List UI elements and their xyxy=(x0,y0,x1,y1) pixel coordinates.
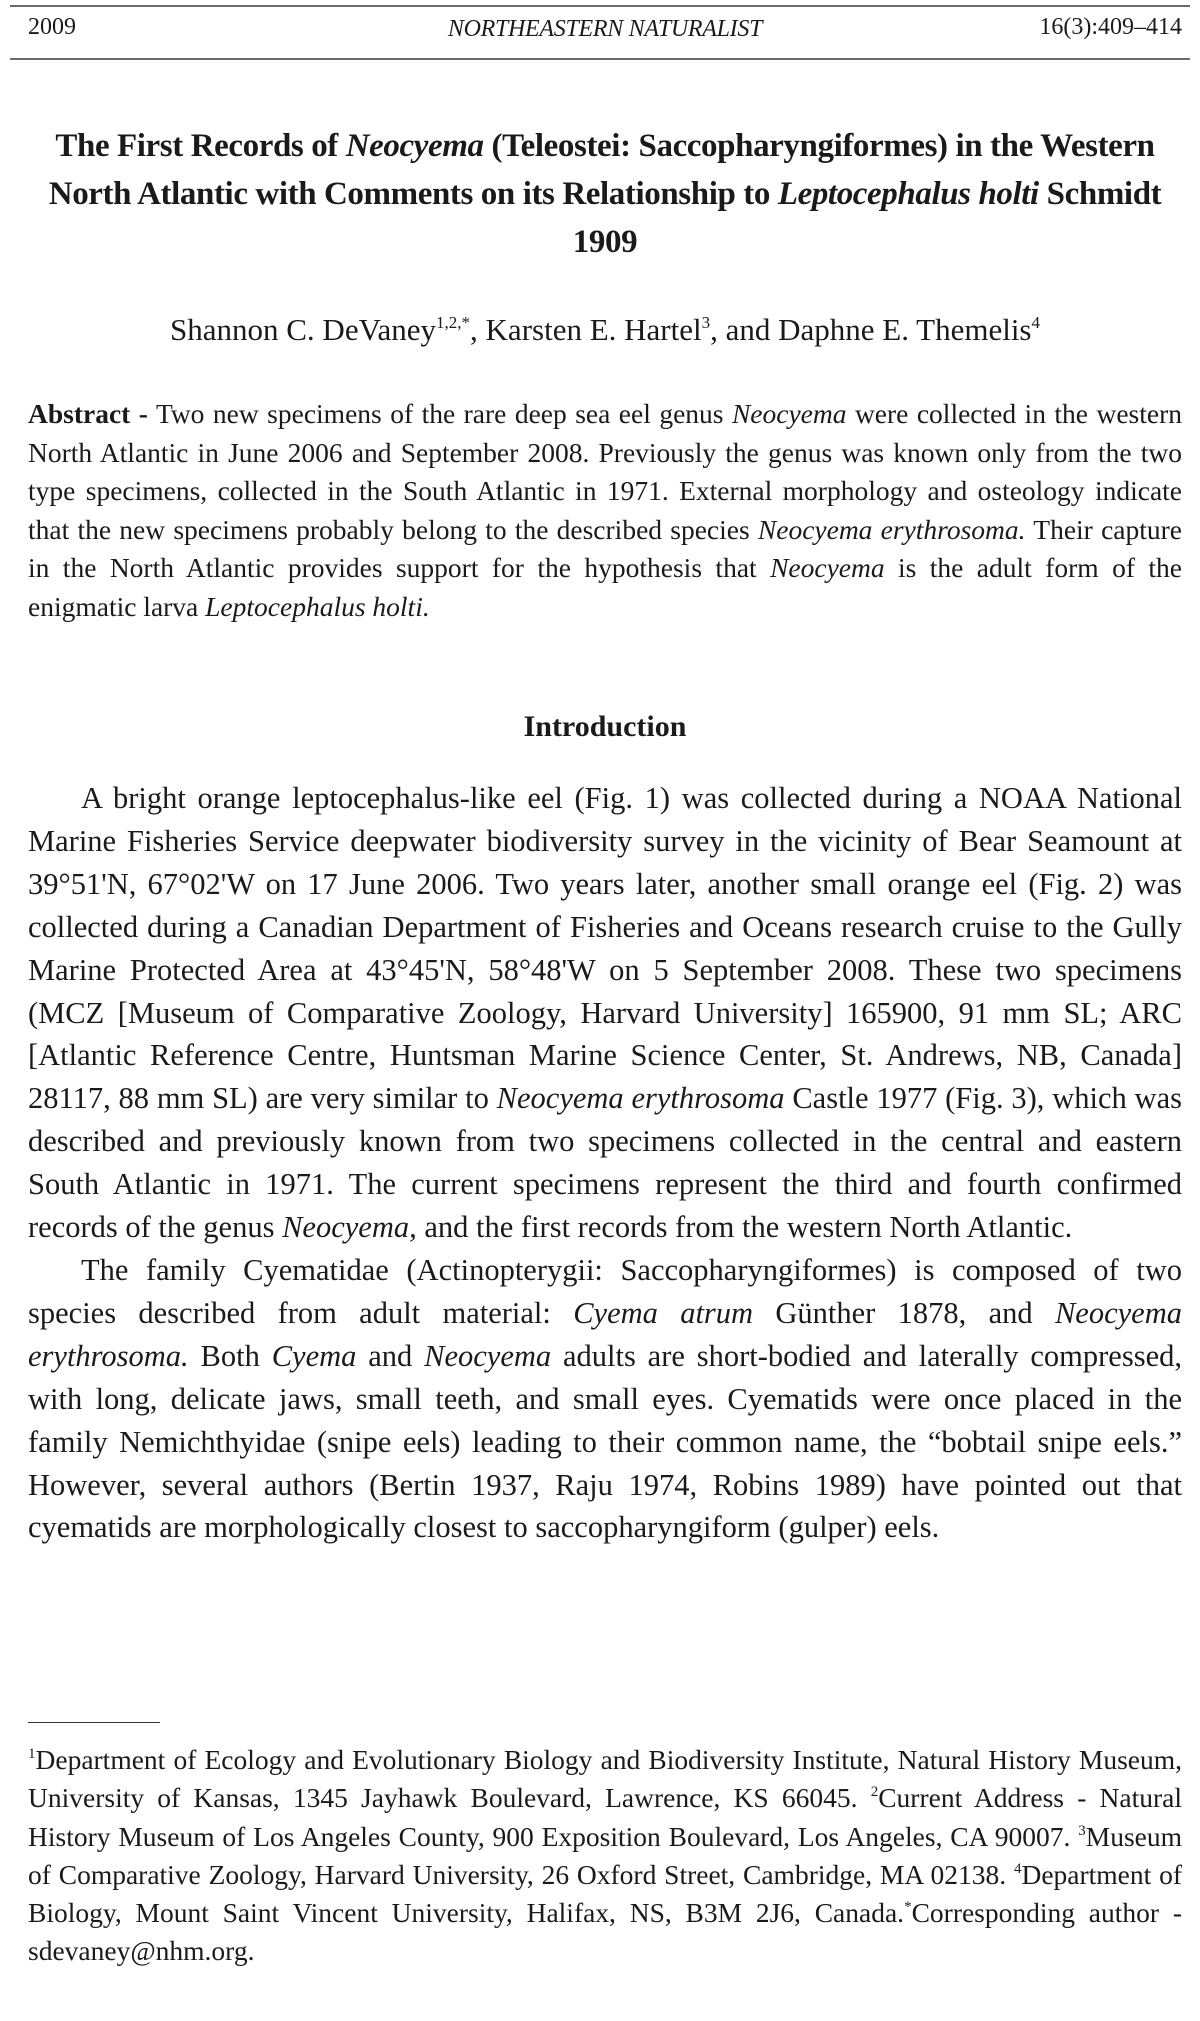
running-head-journal: NORTHEASTERN NATURALIST xyxy=(447,16,763,42)
paragraph-text: and the first records from the western North Atlantic. xyxy=(416,1210,1073,1245)
abstract-text: Two new specimens of the rare deep sea eel genus xyxy=(147,398,732,429)
paragraph-text: Castle 1977 (Fig. 3), which was described and previously known from two specimens collected in the central and eastern South Atlantic in 1971. The current specimens represent the third and fourth confirmed records of the genus xyxy=(28,1081,1182,1245)
author-separator: , and xyxy=(710,312,779,347)
running-head xyxy=(28,14,1182,50)
section-heading-introduction: Introduction xyxy=(523,710,687,743)
footnote-text: Current Address - Natural History Museum of Los Angeles County, 900 Exposition Boulevard, Los Angeles, CA 90007. xyxy=(28,1782,1183,1852)
abstract-text: is the adult form of the enigmatic larva xyxy=(28,552,1182,622)
abstract-taxon: Neocyema xyxy=(770,552,885,584)
title-text: Schmidt 1909 xyxy=(572,176,1162,260)
title-genus: Neocyema xyxy=(345,128,484,164)
abstract-taxon: Leptocephalus holti. xyxy=(205,590,430,622)
author-name: Karsten E. Hartel xyxy=(485,312,702,347)
author-affiliation-mark: 3 xyxy=(701,313,711,332)
header-rule-bottom xyxy=(10,58,1190,60)
footnote-mark: 1 xyxy=(28,1746,36,1762)
introduction-body xyxy=(28,777,1182,1549)
footnote-mark: 3 xyxy=(1078,1822,1086,1839)
author-list xyxy=(28,312,1182,348)
footnote-mark: * xyxy=(904,1899,912,1916)
footnote-text: Department of Ecology and Evolutionary Biology and Biodiversity Institute, Natural History Museum, University of Kansas, 1345 Jayhawk Boulevard, Lawrence, KS 66045. xyxy=(28,1744,1182,1814)
paragraph-text: adults are short-bodied and laterally compressed, with long, delicate jaws, small teeth, and small eyes. Cyematids were once placed in the family Nemichthyidae (snipe eels) leading to their common name, the “bobtail snipe eels.” However, several authors (Bertin 1937, Raju 1974, Robins 1989) have pointed out that cyematids are morphologically closest to saccopharyngiform (gulper) eels. xyxy=(28,1338,1182,1545)
title-text: The First Records of xyxy=(55,128,346,164)
paragraph-text: and xyxy=(356,1338,425,1373)
header-rule-top xyxy=(10,5,1190,7)
paragraph xyxy=(28,777,1182,1249)
title-text: (Teleostei: Saccopharyngiformes) in the Western North Atlantic with Comments on its Relationship to xyxy=(48,128,1155,212)
footnote-mark: 4 xyxy=(1013,1860,1022,1877)
paragraph xyxy=(28,1249,1182,1549)
paragraph-text: Günther 1878, and xyxy=(753,1295,1055,1330)
running-head-year: 2009 xyxy=(28,14,76,40)
article-title xyxy=(28,122,1182,266)
author-name: Shannon C. DeVaney xyxy=(170,312,437,347)
paragraph-text: A bright orange leptocephalus-like eel (Fig. 1) was collected during a NOAA National Marine Fisheries Service deepwater biodiversity survey in the vicinity of Bear Seamount at 39°51'N, 67°02'W on 17 June 2006. Two years later, another small orange eel (Fig. 2) was collected during a Canadian Department of Fisheries and Oceans research cruise to the Gully Marine Protected Area at 43°45'N, 58°48'W on 5 September 2008. These two specimens (MCZ [Museum of Comparative Zoology, Harvard University] 165900, 91 mm SL; ARC [Atlantic Reference Centre, Huntsman Marine Science Center, St. Andrews, NB, Canada] 28117, 88 mm SL) are very similar to xyxy=(28,781,1182,1116)
abstract-label: Abstract - xyxy=(28,398,148,429)
abstract-text: Their capture in the North Atlantic provides support for the hypothesis that xyxy=(28,513,1182,584)
author-separator: , xyxy=(470,312,486,347)
taxon-name: Cyema xyxy=(271,1338,357,1373)
footnote-text: Museum of Comparative Zoology, Harvard University, 26 Oxford Street, Cambridge, MA 02138. xyxy=(28,1820,1182,1890)
taxon-name: Neocyema xyxy=(424,1338,552,1373)
title-species: Leptocephalus holti xyxy=(777,176,1039,212)
taxon-name: Neocyema erythrosoma xyxy=(496,1081,785,1116)
paragraph-text: Both xyxy=(188,1338,272,1373)
paragraph-text: The family Cyematidae (Actinopterygii: Saccopharyngiformes) is composed of two species described from adult material: xyxy=(28,1252,1182,1330)
abstract-taxon: Neocyema erythrosoma. xyxy=(757,513,1026,545)
abstract-text: were collected in the western North Atlantic in June 2006 and September 2008. Previously the genus was known only from the two type specimens, collected in the South Atlantic in 1971. External morphology and osteology indicate that the new specimens probably belong to the described species xyxy=(28,398,1183,545)
taxon-name: Neocyema erythrosoma. xyxy=(28,1295,1182,1373)
footnotes xyxy=(28,1741,1182,1971)
running-head-pages: 16(3):409–414 xyxy=(1039,14,1182,40)
author-affiliation-mark: 4 xyxy=(1031,313,1040,332)
footnote-divider xyxy=(28,1722,160,1723)
taxon-name: Neocyema, xyxy=(282,1210,417,1245)
author-name: Daphne E. Themelis xyxy=(778,312,1032,347)
abstract-taxon: Neocyema xyxy=(731,398,847,429)
abstract xyxy=(28,395,1182,627)
footnote-text: Department of Biology, Mount Saint Vincent University, Halifax, NS, B3M 2J6, Canada. xyxy=(28,1858,1182,1929)
footnote-text: Corresponding author - sdevaney@nhm.org. xyxy=(28,1897,1182,1967)
footnote-mark: 2 xyxy=(870,1784,879,1801)
taxon-name: Cyema atrum xyxy=(573,1295,754,1330)
author-affiliation-mark: 1,2,* xyxy=(436,313,471,332)
